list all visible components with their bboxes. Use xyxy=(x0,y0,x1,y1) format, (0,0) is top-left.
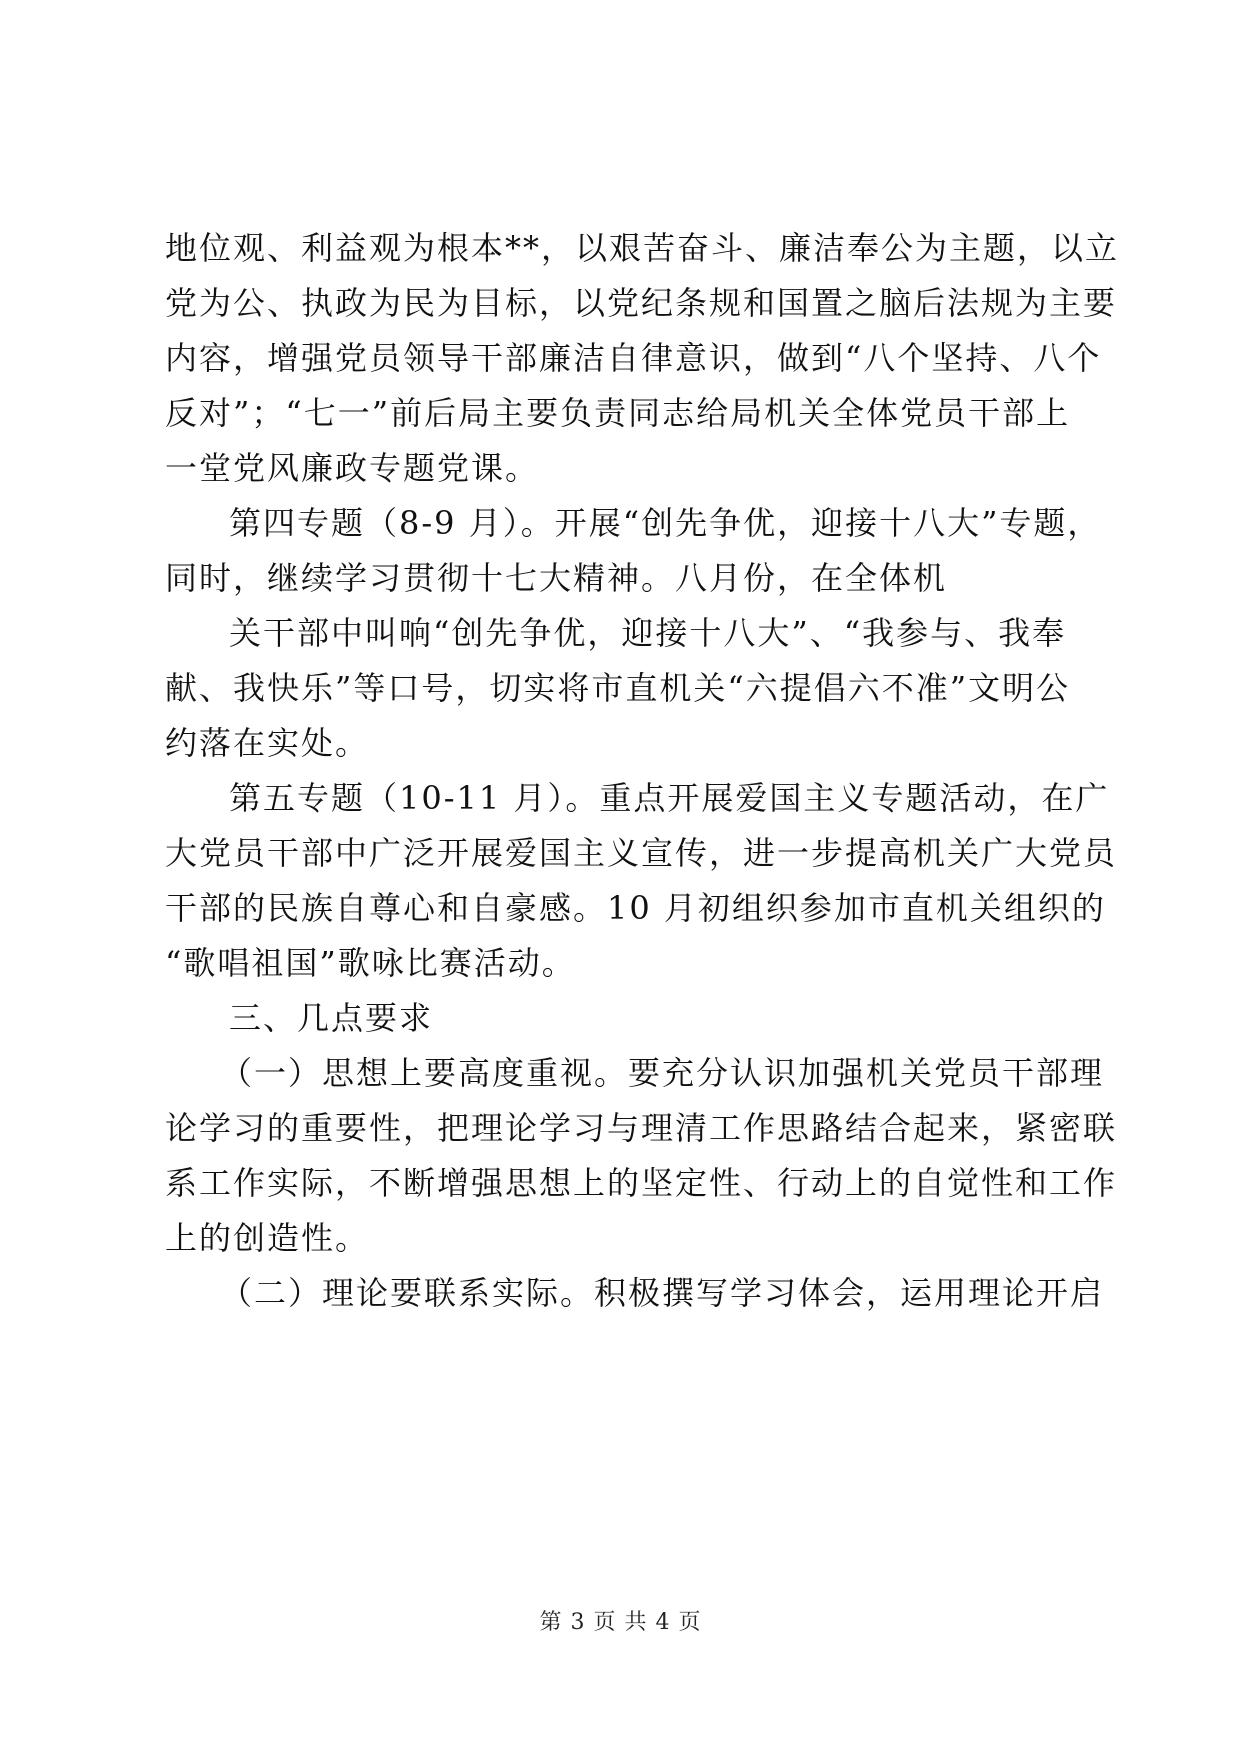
text-line-9: 献、我快乐”等口号，切实将市直机关“六提倡六不准”文明公 xyxy=(165,669,1071,707)
text-line-20: （二）理论要联系实际。积极撰写学习体会，运用理论开启 xyxy=(220,1274,1105,1312)
text-line-18: 系工作实际，不断增强思想上的坚定性、行动上的自觉性和工作 xyxy=(165,1164,1118,1202)
text-line-7: 同时，继续学习贯彻十七大精神。八月份，在全体机 xyxy=(165,559,948,597)
section-heading: 三、几点要求 xyxy=(229,999,434,1037)
text-line-19: 上的创造性。 xyxy=(165,1219,370,1257)
text-line-5: 一堂党风廉政专题党课。 xyxy=(165,449,540,487)
text-line-1: 地位观、利益观为根本**，以艰苦奋斗、廉洁奉公为主题，以立 xyxy=(165,229,1120,267)
text-line-17: 论学习的重要性，把理论学习与理清工作思路结合起来，紧密联 xyxy=(165,1109,1118,1147)
text-line-4: 反对”；“七一”前后局主要负责同志给局机关全体党员干部上 xyxy=(165,394,1071,432)
page-footer: 第 3 页 共 4 页 xyxy=(539,1610,702,1635)
text-line-16: （一）思想上要高度重视。要充分认识加强机关党员干部理 xyxy=(220,1054,1105,1092)
text-line-3: 内容，增强党员领导干部廉洁自律意识，做到“八个坚持、八个 xyxy=(165,339,1102,377)
text-line-6: 第四专题（8-9 月）。开展“创先争优，迎接十八大”专题， xyxy=(229,504,1102,542)
text-line-8: 关干部中叫响“创先争优，迎接十八大”、“我参与、我奉 xyxy=(229,614,1067,652)
text-line-14: “歌唱祖国”歌咏比赛活动。 xyxy=(165,944,576,982)
text-line-12: 大党员干部中广泛开展爱国主义宣传，进一步提高机关广大党员 xyxy=(165,834,1118,872)
text-line-13: 干部的民族自尊心和自豪感。10 月初组织参加市直机关组织的 xyxy=(165,889,1106,927)
text-line-11: 第五专题（10-11 月）。重点开展爱国主义专题活动，在广 xyxy=(229,779,1110,817)
text-line-2: 党为公、执政为民为目标，以党纪条规和国置之脑后法规为主要 xyxy=(165,284,1118,322)
text-line-10: 约落在实处。 xyxy=(165,724,370,762)
